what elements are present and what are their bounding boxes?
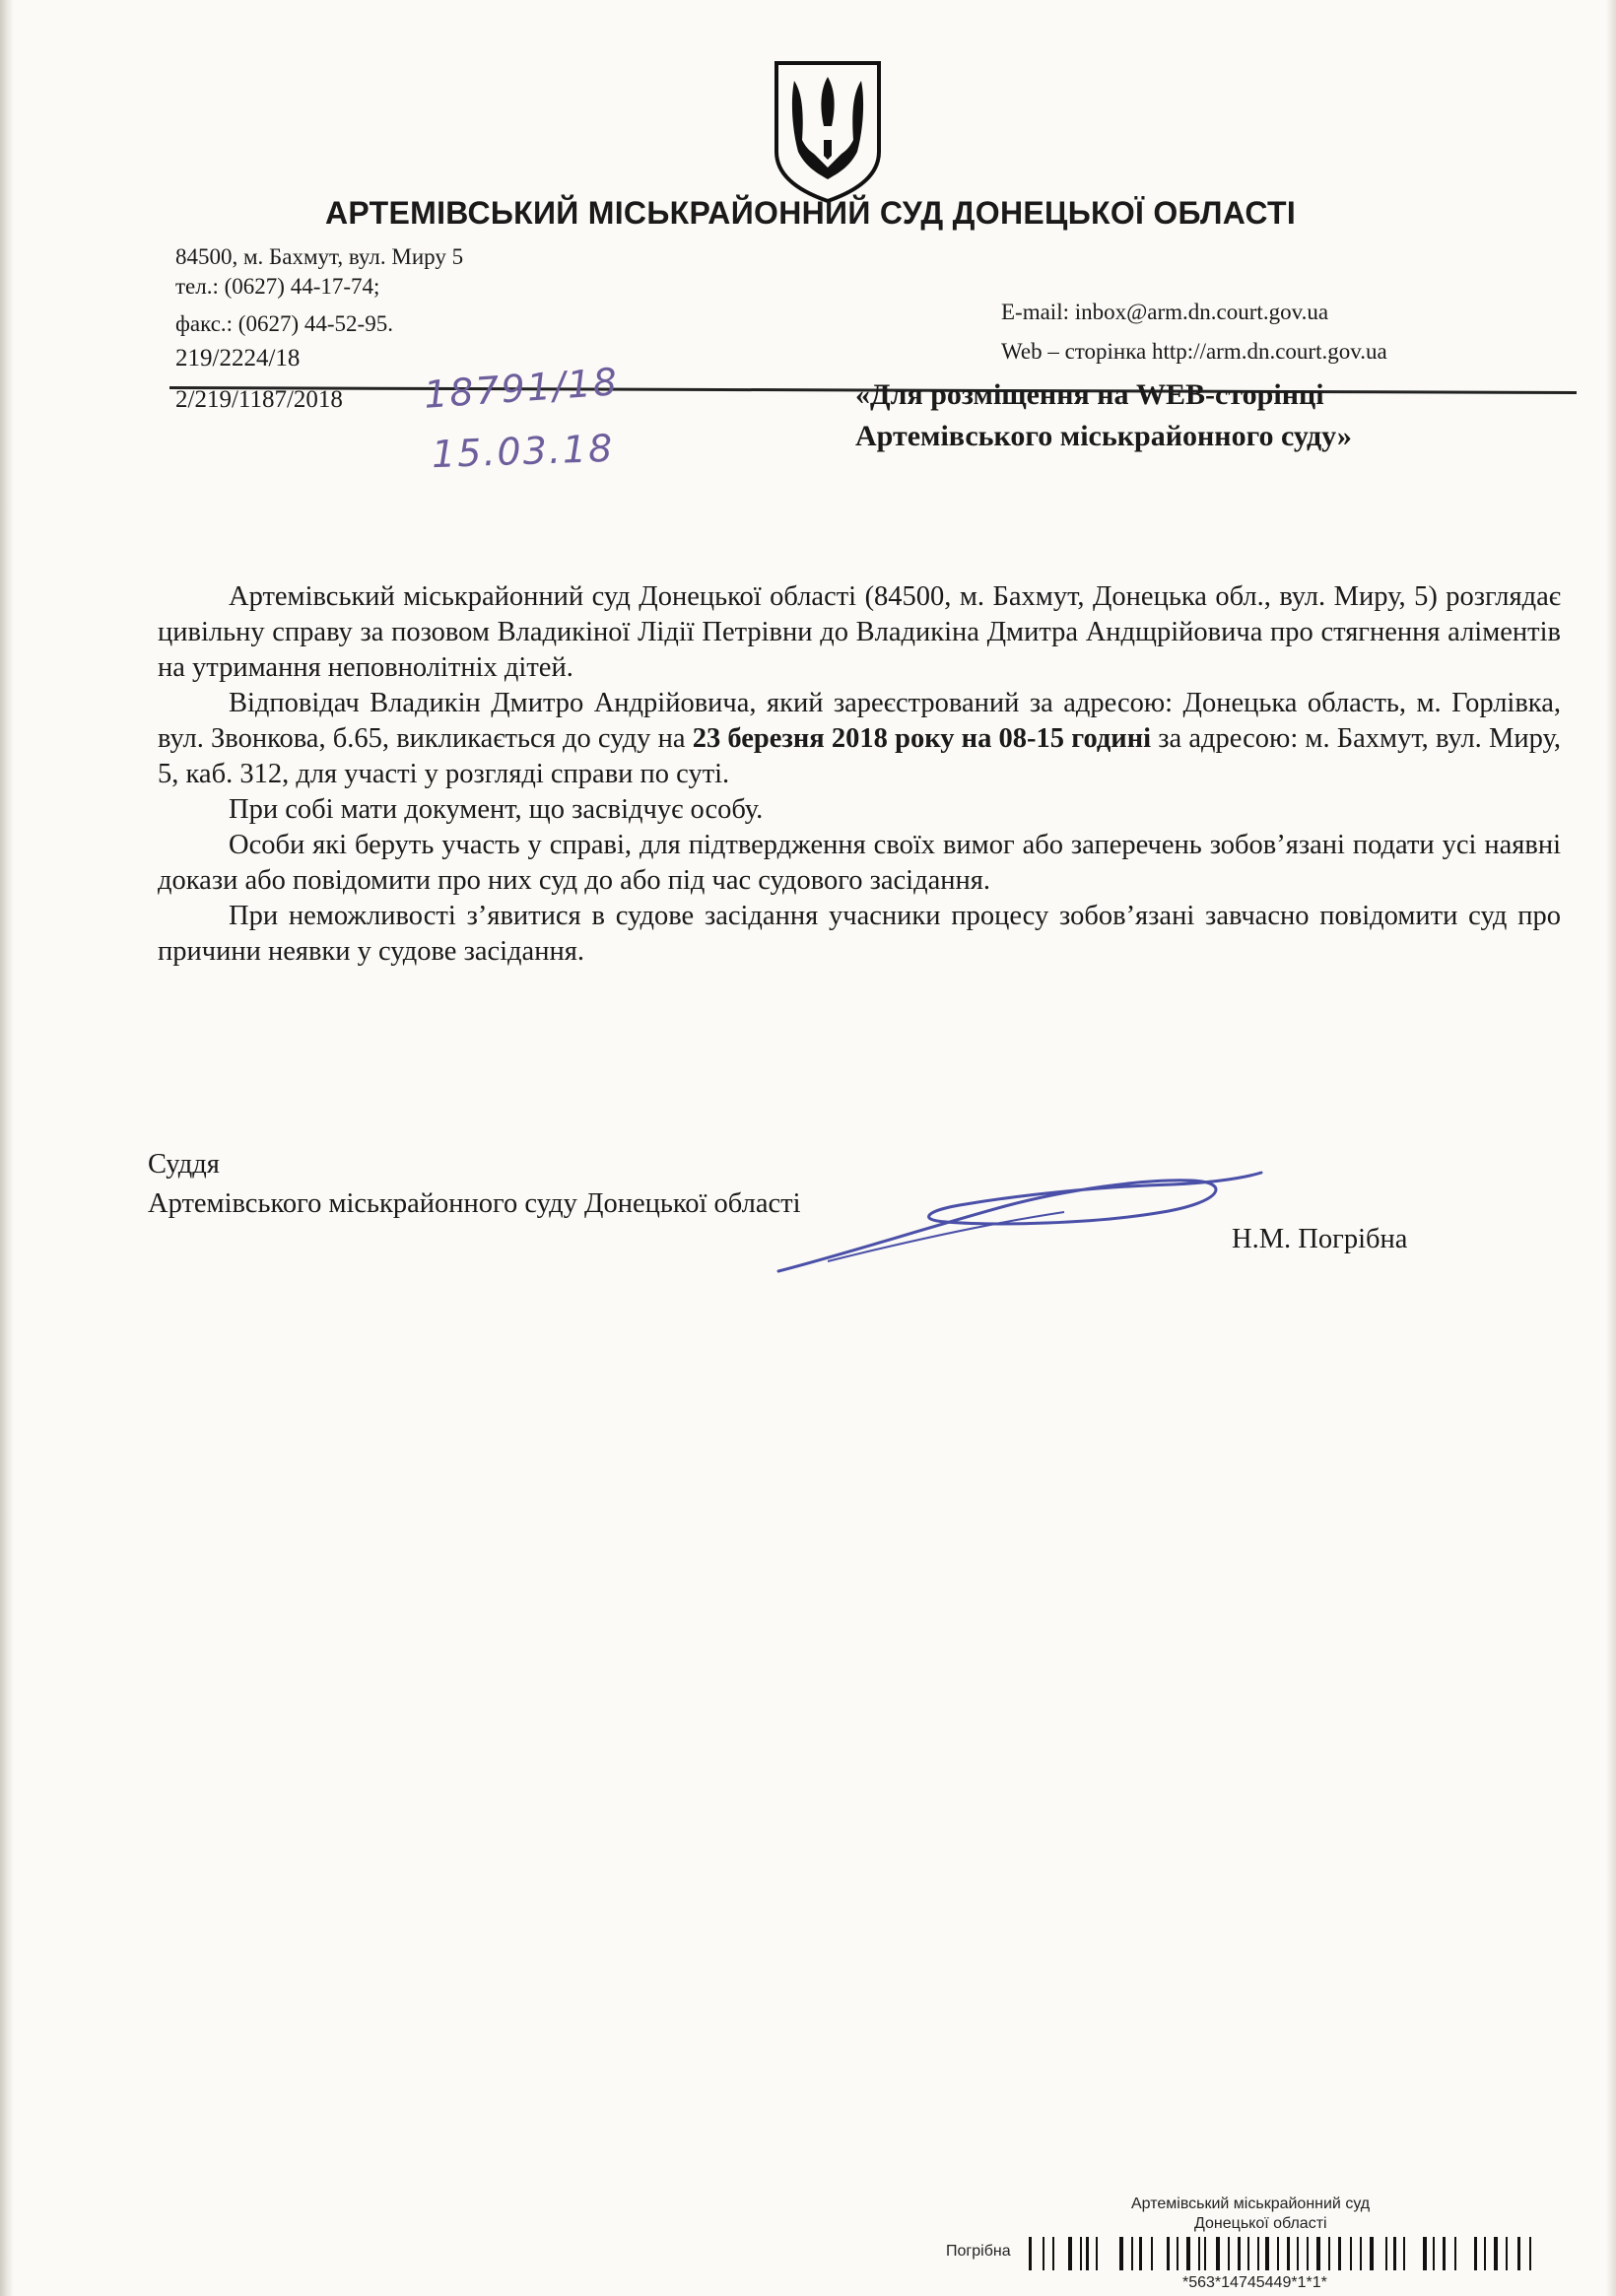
notice-body: [158, 579, 1561, 970]
signature-title: Суддя: [148, 1149, 220, 1180]
court-name-heading: АРТЕМІВСЬКИЙ МІСЬКРАЙОННИЙ СУД ДОНЕЦЬКОЇ ОБЛАСТІ: [325, 195, 1297, 231]
body-paragraph: Особи які беруть участь у справі, для підтвердження своїх вимог або заперечень зобов’язані подати усі наявні докази або повідомити про них суд до або під час судового засідання.: [158, 830, 1561, 896]
registration-stamp: [946, 2195, 1596, 2294]
scan-left-edge: [0, 0, 14, 2296]
handwritten-signature: [769, 1163, 1281, 1291]
signature-court: Артемівського міськрайонного суду Донецької області: [148, 1188, 801, 1219]
body-paragraph: При собі мати документ, що засвідчує особу.: [229, 794, 764, 825]
judge-name: Н.М. Погрібна: [1232, 1224, 1408, 1254]
stamp-court-name: Артемівський міськрайонний суд: [1131, 2195, 1371, 2212]
barcode-image: [1029, 2233, 1541, 2276]
handwritten-date: 15.03.18: [431, 426, 615, 477]
stamp-region: Донецької області: [1194, 2215, 1327, 2232]
handwritten-registration-number: 18791/18: [422, 360, 621, 417]
body-paragraph: При неможливості з’явитися в судове засідання учасники процесу зобов’язані завчасно повідомити суд про причини неявки у судове засідання.: [158, 901, 1561, 967]
court-email: E-mail: inbox@arm.dn.court.gov.ua: [1001, 300, 1329, 324]
stamp-judge: Погрібна: [946, 2243, 1011, 2260]
addressee-line: «Для розміщення на WEB-сторінці: [855, 378, 1324, 411]
body-paragraph: Артемівський міськрайонний суд Донецької області (84500, м. Бахмут, Донецька обл., вул. Миру, 5) розглядає цивільну справу за позовом Владикіної Лідії Петрівни до Владикіна Дмитра Андщрійовича про стягнення аліментів на утримання неповнолітніх дітей.: [158, 581, 1561, 683]
court-fax: факс.: (0627) 44-52-95.: [175, 311, 393, 336]
body-paragraph: Відповідач Владикін Дмитро Андрійовича, який зареєстрований за адресою: Донецька область, м. Горлівка, вул. Звонкова, б.65, викликається до суду на 23 березня 2018 року на 08-15 годині за адресою: м. Бахмут, вул. Миру, 5, каб. 312, для участі у розгляді справи по суті.: [158, 688, 1561, 789]
hearing-date: 23 березня 2018 року на 08-15 годині: [692, 723, 1152, 754]
court-website: Web – сторінка http://arm.dn.court.gov.ua: [1001, 339, 1387, 364]
addressee-line: Артемівського міськрайонного суду»: [855, 420, 1352, 452]
addressee-block: [855, 374, 1565, 457]
case-number: 219/2224/18: [175, 345, 301, 371]
proceeding-number: 2/219/1187/2018: [175, 386, 343, 413]
barcode-code: *563*14745449*1*1*: [1182, 2274, 1327, 2291]
scan-right-edge: [1606, 0, 1616, 2296]
court-phone: тел.: (0627) 44-17-74;: [175, 274, 380, 299]
court-address: 84500, м. Бахмут, вул. Миру 5: [175, 244, 464, 269]
trident-emblem-icon: [769, 57, 887, 205]
